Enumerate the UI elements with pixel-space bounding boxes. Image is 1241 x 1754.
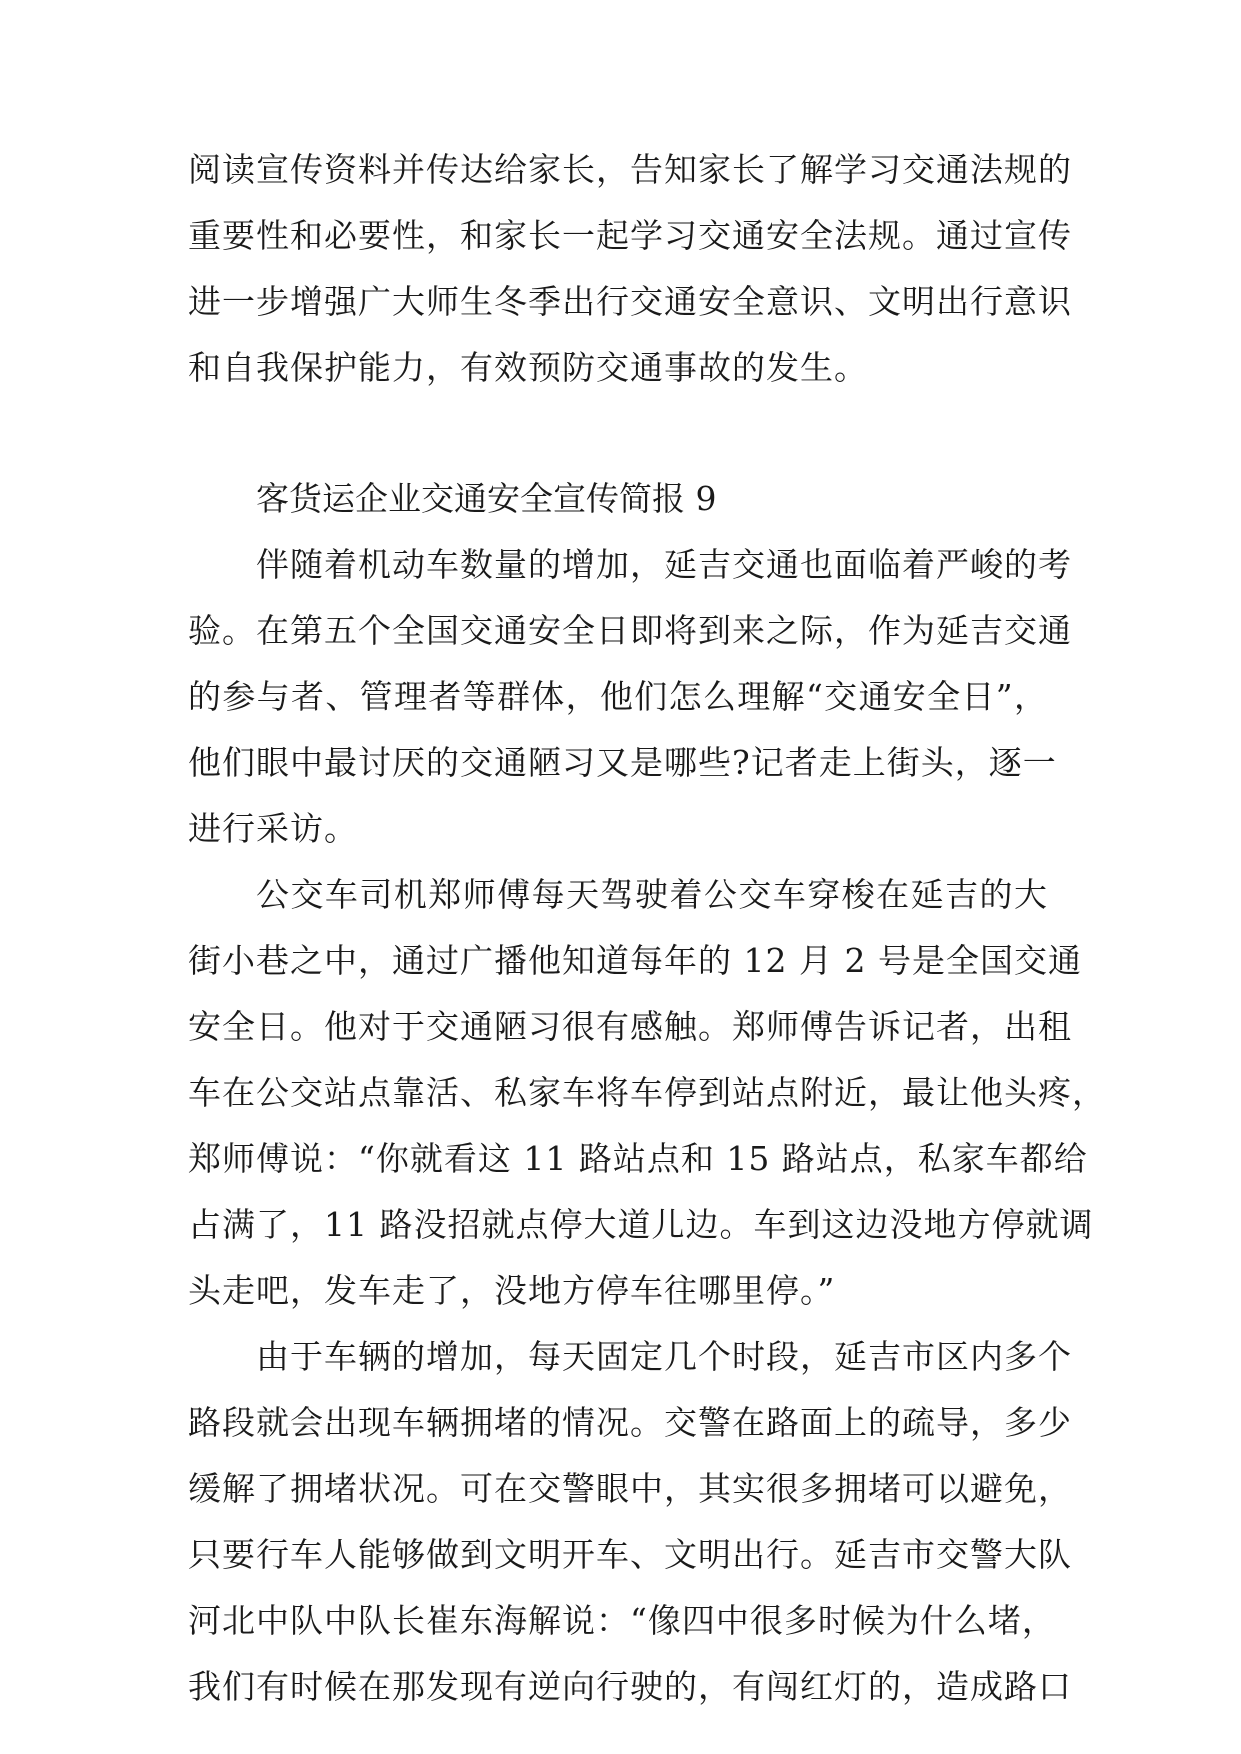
paragraph-2-line-1: 公交车司机郑师傅每天驾驶着公交车穿梭在延吉的大 [256, 875, 1048, 914]
paragraph-1-line-4: 他们眼中最讨厌的交通陋习又是哪些?记者走上街头，逐一 [188, 743, 1057, 782]
paragraph-2-line-3: 安全日。他对于交通陋习很有感触。郑师傅告诉记者，出租 [188, 1007, 1072, 1046]
intro-line-4: 和自我保护能力，有效预防交通事故的发生。 [188, 348, 868, 387]
paragraph-3-line-6: 我们有时候在那发现有逆向行驶的，有闯红灯的，造成路口 [188, 1667, 1072, 1706]
intro-line-1: 阅读宣传资料并传达给家长，告知家长了解学习交通法规的 [188, 150, 1072, 189]
paragraph-3-line-5: 河北中队中队长崔东海解说：“像四中很多时候为什么堵， [188, 1601, 1056, 1640]
paragraph-3-line-4: 只要行车人能够做到文明开车、文明出行。延吉市交警大队 [188, 1535, 1072, 1574]
paragraph-1-line-3: 的参与者、管理者等群体，他们怎么理解“交通安全日”， [188, 677, 1048, 716]
intro-line-3: 进一步增强广大师生冬季出行交通安全意识、文明出行意识 [188, 282, 1072, 321]
paragraph-2-line-6: 占满了，11 路没招就点停大道儿边。车到这边没地方停就调 [188, 1205, 1094, 1244]
section-title: 客货运企业交通安全宣传简报 9 [256, 479, 717, 518]
paragraph-3-line-2: 路段就会出现车辆拥堵的情况。交警在路面上的疏导，多少 [188, 1403, 1072, 1442]
paragraph-1-line-2: 验。在第五个全国交通安全日即将到来之际，作为延吉交通 [188, 611, 1072, 650]
paragraph-2-line-7: 头走吧，发车走了，没地方停车往哪里停。” [188, 1271, 836, 1310]
paragraph-2-line-2: 街小巷之中，通过广播他知道每年的 12 月 2 号是全国交通 [188, 941, 1082, 980]
paragraph-1-line-5: 进行采访。 [188, 809, 358, 848]
paragraph-3-line-3: 缓解了拥堵状况。可在交警眼中，其实很多拥堵可以避免， [188, 1469, 1072, 1508]
paragraph-2-line-5: 郑师傅说：“你就看这 11 路站点和 15 路站点，私家车都给 [188, 1139, 1088, 1178]
paragraph-1-line-1: 伴随着机动车数量的增加，延吉交通也面临着严峻的考 [256, 545, 1072, 584]
paragraph-2-line-4: 车在公交站点靠活、私家车将车停到站点附近，最让他头疼， [188, 1073, 1106, 1112]
intro-line-2: 重要性和必要性，和家长一起学习交通安全法规。通过宣传 [188, 216, 1072, 255]
paragraph-3-line-1: 由于车辆的增加，每天固定几个时段，延吉市区内多个 [256, 1337, 1072, 1376]
